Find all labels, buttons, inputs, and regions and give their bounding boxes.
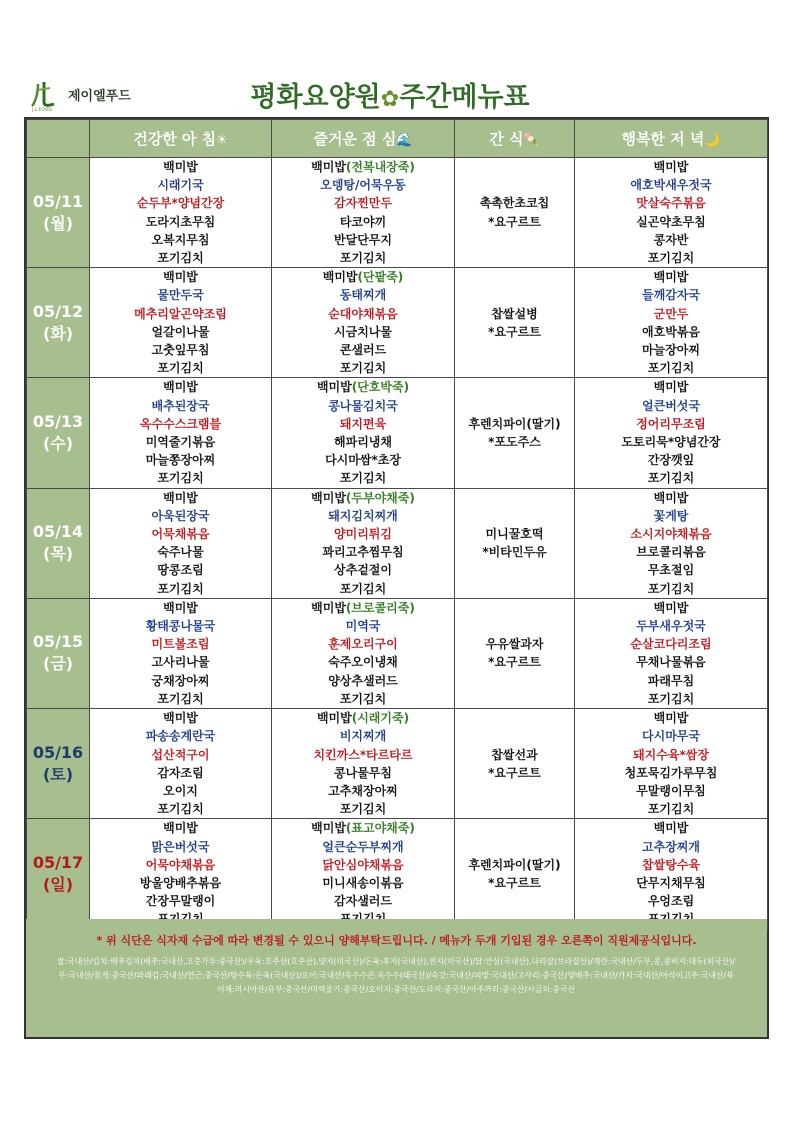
breakfast-item: 고춧잎무침 (151, 343, 210, 358)
date-cell (27, 158, 90, 268)
dinner-item: 들깨감자국 (642, 288, 700, 303)
date-label: 05/16 (32, 742, 84, 762)
day-row (27, 598, 768, 708)
dinner-cell (575, 158, 768, 268)
porridge-label: (브로콜리죽) (345, 600, 415, 615)
lunch-item: 오뎅탕/어묵우동 (320, 178, 406, 193)
weekday-label: (수) (42, 434, 74, 454)
dinner-item: 무말랭이무침 (636, 783, 706, 798)
dinner-item: 포기김치 (647, 471, 695, 486)
sun-icon: ☀ (216, 133, 228, 148)
day-row (27, 819, 768, 929)
lunch-item: 다시마쌈*초장 (325, 453, 401, 468)
snack-item: *비타민두유 (482, 545, 547, 560)
dinner-item: 실곤약초무침 (636, 214, 706, 229)
lunch-cell (272, 709, 455, 819)
header-breakfast: 건강한 아 침☀ (90, 120, 272, 158)
lunch-item: 백미밥(단호박죽) (316, 380, 410, 395)
snack-item: 촉촉한초코칩 (479, 196, 550, 211)
date-cell (27, 488, 90, 598)
weekday-label: (목) (42, 544, 74, 564)
origin-text: 쌀:국내산/김치:배추김치(배추:국내산,고춧가루:중국산)/우육:호주산(호주산),양지(미국산)/돈육:후지(국내산),전지(미국산)/닭:안심(국내산),다리살(브라질산)/계란:국내산/두부,콩,콩비지:대두(외국산)/무:국내산/꽃게:중국산/파래김:국내산/연근:중국산/탕수육:돈육(국내산)/오이:국내산/옥수수콘:옥수수(태국산)/숙갓:국내산/피망:국내산/고사리:중국산/양배추:국내산/가지:국내산/아삭이고추:국내산/북어채:러시아산/유부:중국산/미역줄기:중국산/오이지:중국산/도라지:중국산/아주까리:중국산/시금치:중국산 (57, 957, 735, 994)
breakfast-item: 포기김치 (157, 802, 204, 817)
lunch-item: 고추채장아찌 (328, 783, 398, 798)
snack-item: 후렌치파이(딸기) (468, 857, 561, 872)
weekday-label: (월) (42, 213, 74, 233)
dinner-item: 단무지채무침 (636, 875, 706, 890)
lunch-item: 포기김치 (339, 251, 387, 266)
lunch-item: 꽈리고추찜무침 (322, 545, 404, 560)
wave-icon: 🌊 (396, 133, 413, 148)
title-left: 평화요양원 (250, 82, 381, 113)
dinner-item: 애호박새우젓국 (630, 178, 712, 193)
dinner-item: 백미밥 (653, 600, 689, 615)
porridge-label: (두부야채죽) (345, 490, 415, 505)
day-row (27, 709, 768, 819)
breakfast-item: 시래기국 (157, 178, 204, 193)
snack-cell (455, 709, 575, 819)
dinner-item: 백미밥 (653, 160, 689, 174)
snack-item: 후렌치파이(딸기) (468, 416, 561, 431)
breakfast-item: 궁채장아찌 (151, 673, 210, 688)
header-snack: 간 식🍡 (455, 120, 575, 158)
dinner-item: 도토리묵*양념간장 (621, 435, 721, 450)
breakfast-item: 황태콩나물국 (145, 619, 216, 634)
lunch-item: 미니새송이볶음 (322, 875, 404, 890)
dinner-item: 돼지수육*쌈장 (633, 747, 709, 762)
breakfast-item: 감자조림 (157, 765, 204, 780)
lunch-item: 백미밥(전복내장죽) (311, 160, 415, 174)
date-cell (27, 819, 90, 929)
corner-cell (27, 120, 90, 158)
snack-item: *포도주스 (488, 435, 541, 450)
dinner-item: 맛살숙주볶음 (636, 196, 706, 211)
breakfast-cell (90, 268, 272, 378)
dinner-cell (575, 598, 768, 708)
dinner-item: 소시지야채볶음 (630, 527, 712, 542)
breakfast-cell (90, 378, 272, 488)
date-cell (27, 378, 90, 488)
dinner-item: 얼큰버섯국 (642, 398, 700, 413)
dinner-item: 백미밥 (653, 380, 689, 395)
dinner-item: 찹쌀탕수육 (642, 857, 700, 872)
day-row (27, 488, 768, 598)
breakfast-item: 땅콩조림 (157, 563, 204, 578)
lunch-item: 양미리튀김 (334, 527, 392, 542)
lunch-item: 콘샐러드 (339, 343, 387, 358)
moon-icon: 🌙 (704, 133, 721, 148)
lunch-item: 돼지김치찌개 (328, 508, 398, 523)
breakfast-item: 백미밥 (163, 380, 198, 395)
dinner-item: 파래무침 (647, 673, 695, 688)
dinner-item: 순살코다리조림 (630, 637, 712, 652)
lunch-item: 해파리냉채 (334, 435, 392, 450)
dinner-item: 백미밥 (653, 490, 689, 505)
lunch-item: 감자샐러드 (334, 894, 392, 909)
lunch-cell (272, 158, 455, 268)
lunch-item: 훈제오리구이 (328, 637, 398, 652)
date-label: 05/13 (32, 412, 84, 432)
date-label: 05/15 (32, 632, 84, 652)
lunch-item: 백미밥(표고야채죽) (311, 821, 415, 836)
breakfast-item: 메추리알곤약조림 (134, 306, 227, 321)
lunch-item: 양상추샐러드 (328, 673, 398, 688)
lunch-cell (272, 268, 455, 378)
porridge-label: (시래기죽) (351, 711, 410, 726)
breakfast-item: 고사리나물 (151, 655, 210, 670)
lunch-cell (272, 378, 455, 488)
date-label: 05/12 (32, 301, 84, 321)
dinner-item: 포기김치 (647, 802, 695, 817)
snack-item: *요구르트 (488, 214, 541, 229)
snack-item: 찹쌀선과 (491, 747, 538, 762)
dinner-item: 포기김치 (647, 361, 695, 376)
breakfast-cell (90, 819, 272, 929)
dinner-item: 정어리무조림 (636, 416, 706, 431)
breakfast-item: 백미밥 (163, 711, 198, 726)
breakfast-item: 얼갈이나물 (151, 324, 210, 339)
dinner-item: 고추장찌개 (642, 839, 700, 854)
date-label: 05/14 (32, 522, 84, 542)
lunch-item: 감자찐만두 (334, 196, 392, 211)
date-label: 05/11 (32, 191, 84, 211)
breakfast-item: 백미밥 (163, 490, 198, 505)
breakfast-item: 숙주나물 (157, 545, 204, 560)
lunch-cell (272, 598, 455, 708)
breakfast-cell (90, 709, 272, 819)
snack-item: *요구르트 (488, 765, 541, 780)
lunch-item: 상추겉절이 (334, 563, 392, 578)
breakfast-item: 어묵야채볶음 (145, 857, 216, 872)
dinner-cell (575, 709, 768, 819)
lunch-item: 백미밥(단팥죽) (322, 270, 404, 285)
page-title (160, 75, 620, 114)
brand-name: 제이엘푸드 (68, 89, 131, 104)
dinner-cell (575, 819, 768, 929)
header-row (27, 120, 768, 158)
lunch-item: 순대야채볶음 (328, 306, 398, 321)
breakfast-item: 포기김치 (157, 361, 204, 376)
lunch-cell (272, 819, 455, 929)
header-lunch: 즐거운 점 심🌊 (272, 120, 455, 158)
menu-table-frame (24, 117, 769, 1039)
breakfast-item: 포기김치 (157, 251, 204, 266)
breakfast-item: 파송송계란국 (145, 729, 216, 744)
day-row (27, 158, 768, 268)
breakfast-item: 맑은버섯국 (151, 839, 210, 854)
dinner-item: 꽃게탕 (653, 508, 689, 523)
weekday-label: (화) (42, 323, 74, 343)
dinner-item: 포기김치 (647, 691, 695, 706)
dinner-item: 마늘장아찌 (642, 343, 700, 358)
lunch-item: 포기김치 (339, 691, 387, 706)
lunch-item: 포기김치 (339, 471, 387, 486)
footer-notes (26, 919, 767, 1037)
date-label: 05/17 (32, 852, 84, 872)
snack-item: 미니꿀호떡 (485, 527, 544, 542)
lunch-item: 타코야끼 (339, 214, 387, 229)
breakfast-item: 아욱된장국 (151, 508, 210, 523)
porridge-label: (전복내장죽) (345, 160, 415, 174)
lunch-item: 콩나물김치국 (328, 398, 398, 413)
dinner-item: 무채나물볶음 (636, 655, 706, 670)
lunch-item: 콩나물무침 (334, 765, 392, 780)
lunch-item: 백미밥(두부야채죽) (311, 490, 415, 505)
dinner-item: 콩자반 (653, 232, 689, 247)
day-row (27, 378, 768, 488)
snack-cell (455, 598, 575, 708)
breakfast-item: 백미밥 (163, 270, 198, 285)
dinner-item: 포기김치 (647, 581, 695, 596)
breakfast-item: 백미밥 (163, 821, 198, 836)
lunch-item: 반달단무지 (334, 232, 392, 247)
lunch-item: 숙주오이냉채 (328, 655, 398, 670)
lunch-item: 닭안심야채볶음 (322, 857, 404, 872)
weekday-label: (일) (42, 874, 74, 894)
dinner-item: 다시마무국 (642, 729, 700, 744)
lunch-item: 포기김치 (339, 802, 387, 817)
lunch-item: 미역국 (345, 619, 381, 634)
lunch-item: 백미밥(브로콜리죽) (311, 600, 415, 615)
dinner-cell (575, 268, 768, 378)
breakfast-item: 백미밥 (163, 160, 198, 174)
dinner-cell (575, 488, 768, 598)
breakfast-item: 오이지 (163, 783, 198, 798)
lunch-item: 포기김치 (339, 361, 387, 376)
svg-text:J.L FOOD: J.L FOOD (32, 108, 52, 112)
date-cell (27, 709, 90, 819)
dinner-item: 우엉조림 (647, 894, 695, 909)
header-dinner: 행복한 저 녁🌙 (575, 120, 768, 158)
dinner-item: 포기김치 (647, 251, 695, 266)
snack-item: 우유쌀과자 (485, 637, 544, 652)
notice-text: * 위 식단은 식자재 수급에 따라 변경될 수 있으니 양해부탁드립니다. / 메뉴가 두개 기입된 경우 오른쪽이 직원제공식입니다. (96, 934, 697, 947)
porridge-label: (표고야채죽) (345, 821, 415, 836)
breakfast-item: 물만두국 (157, 288, 204, 303)
breakfast-item: 포기김치 (157, 471, 204, 486)
lunch-cell (272, 488, 455, 598)
date-cell (27, 268, 90, 378)
dinner-item: 브로콜리볶음 (636, 545, 706, 560)
logo-mark-icon (30, 80, 66, 112)
dinner-item: 청포묵김가루무침 (624, 765, 718, 780)
snack-item: 찹쌀설병 (491, 306, 538, 321)
breakfast-item: 순두부*양념간장 (136, 196, 225, 211)
company-logo (30, 80, 160, 112)
weekday-label: (금) (42, 654, 74, 674)
dinner-cell (575, 378, 768, 488)
breakfast-item: 방울양배추볶음 (139, 875, 222, 890)
breakfast-item: 미역줄기볶음 (145, 435, 216, 450)
breakfast-cell (90, 158, 272, 268)
dinner-item: 백미밥 (653, 270, 689, 285)
flower-icon: ✿ (380, 87, 400, 112)
dango-icon: 🍡 (523, 133, 540, 148)
snack-cell (455, 268, 575, 378)
lunch-item: 비지찌개 (339, 729, 387, 744)
breakfast-item: 배추된장국 (151, 398, 210, 413)
lunch-item: 돼지편육 (339, 416, 387, 431)
snack-item: *요구르트 (488, 324, 541, 339)
dinner-item: 애호박볶음 (642, 324, 700, 339)
porridge-label: (단호박죽) (351, 380, 410, 395)
snack-cell (455, 158, 575, 268)
breakfast-cell (90, 488, 272, 598)
lunch-item: 포기김치 (339, 581, 387, 596)
dinner-item: 백미밥 (653, 711, 689, 726)
porridge-label: (단팥죽) (357, 270, 404, 285)
lunch-item: 시금치나물 (334, 324, 392, 339)
snack-cell (455, 819, 575, 929)
breakfast-item: 포기김치 (157, 691, 204, 706)
lunch-item: 동태찌개 (339, 288, 387, 303)
breakfast-item: 포기김치 (157, 581, 204, 596)
snack-cell (455, 488, 575, 598)
snack-item: *요구르트 (488, 655, 541, 670)
breakfast-item: 오복지무침 (151, 232, 210, 247)
weekday-label: (토) (42, 764, 74, 784)
breakfast-item: 도라지초무침 (145, 214, 216, 229)
dinner-item: 두부새우젓국 (636, 619, 706, 634)
breakfast-item: 섭산적구이 (151, 747, 210, 762)
dinner-item: 백미밥 (653, 821, 689, 836)
breakfast-item: 미트볼조림 (151, 637, 210, 652)
dinner-item: 군만두 (653, 306, 689, 321)
breakfast-cell (90, 598, 272, 708)
lunch-item: 얼큰순두부찌개 (322, 839, 404, 854)
lunch-item: 백미밥(시래기죽) (316, 711, 410, 726)
breakfast-item: 어묵채볶음 (151, 527, 210, 542)
snack-cell (455, 378, 575, 488)
breakfast-item: 마늘쫑장아찌 (145, 453, 216, 468)
title-right: 주간메뉴표 (399, 82, 530, 113)
date-cell (27, 598, 90, 708)
breakfast-item: 백미밥 (163, 600, 198, 615)
breakfast-item: 옥수수스크램블 (139, 416, 222, 431)
breakfast-item: 간장무말랭이 (145, 894, 216, 909)
day-row (27, 268, 768, 378)
snack-item: *요구르트 (488, 875, 541, 890)
lunch-item: 치킨까스*타르타르 (313, 747, 413, 762)
dinner-item: 무초절임 (647, 563, 695, 578)
dinner-item: 간장깻잎 (647, 453, 695, 468)
menu-table (26, 119, 768, 930)
